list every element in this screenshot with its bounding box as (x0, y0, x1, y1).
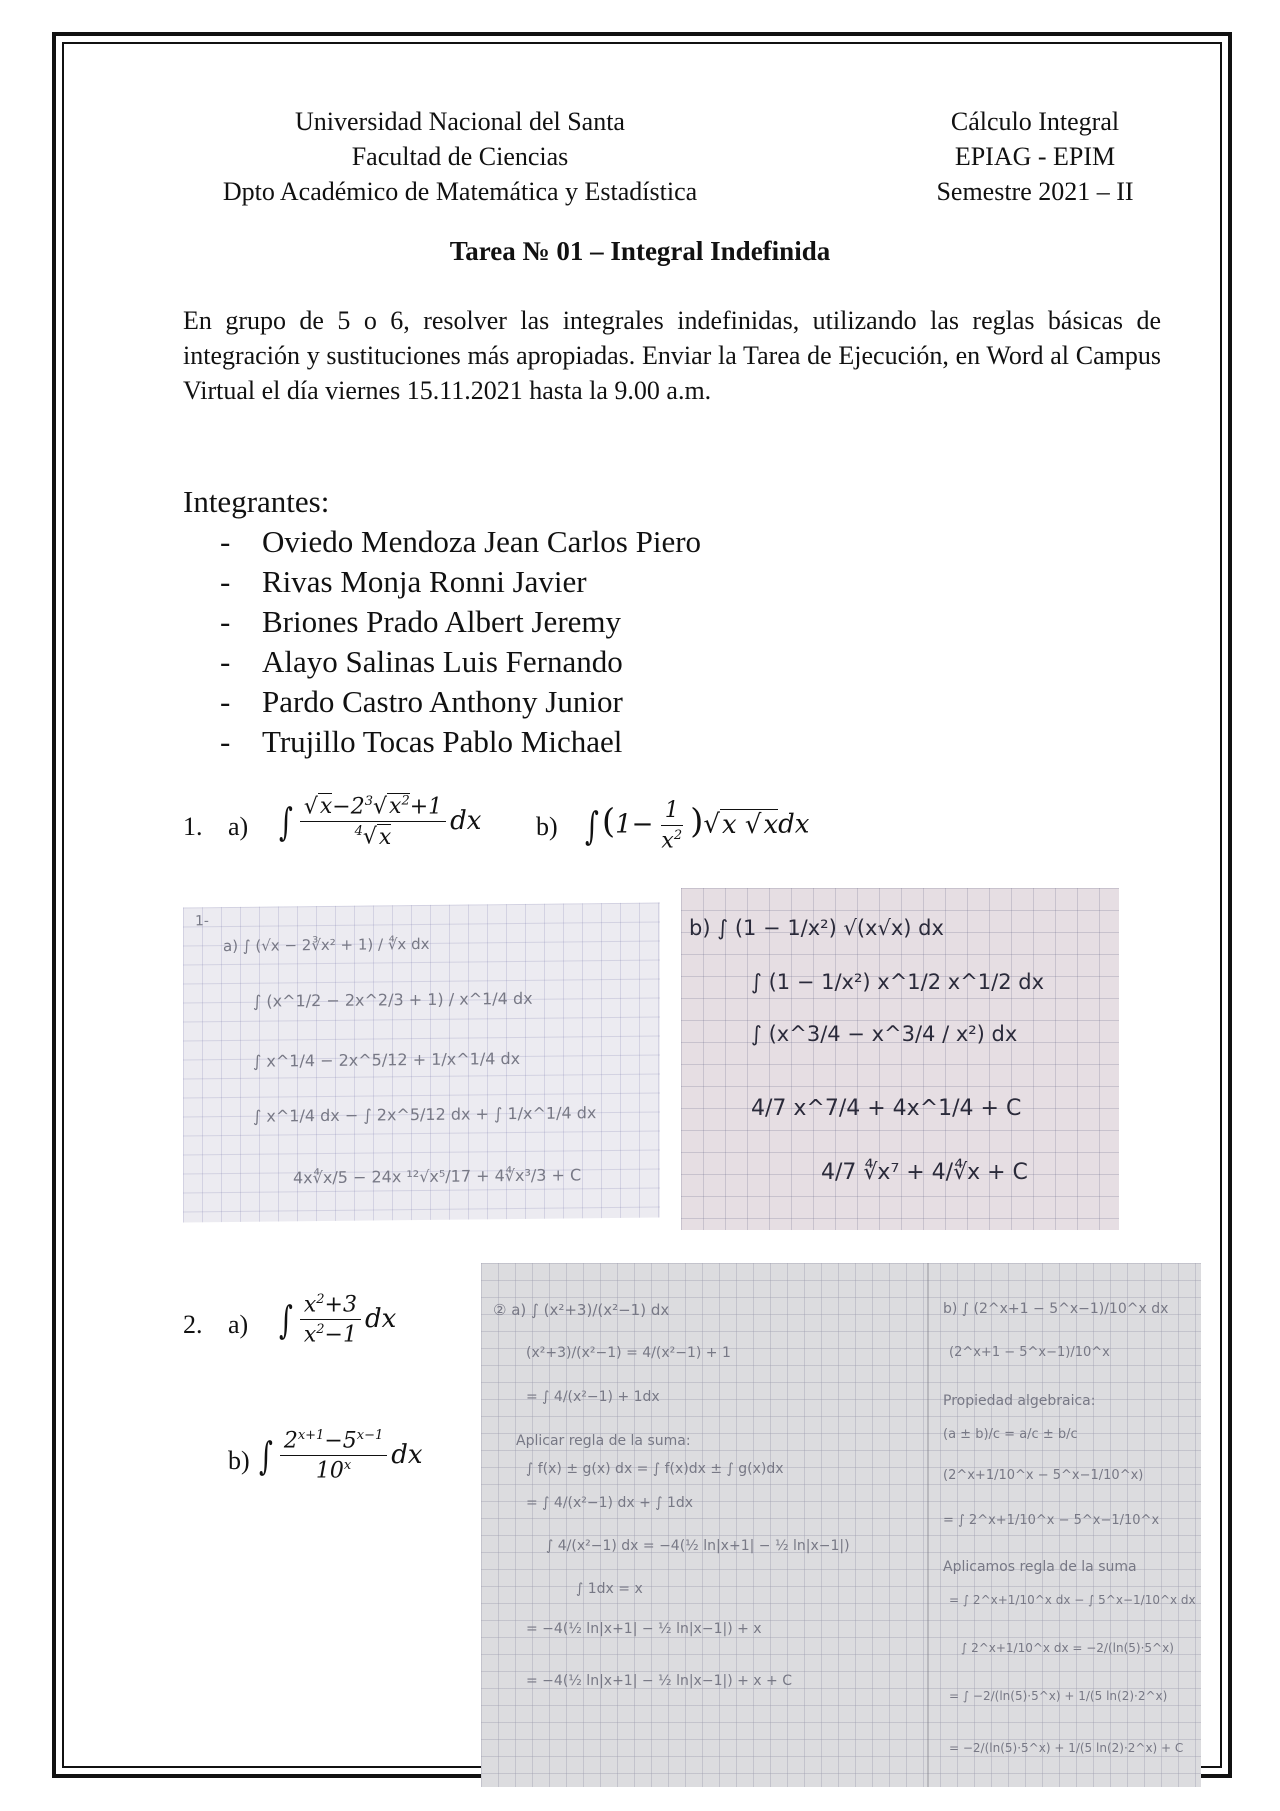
course-name: Cálculo Integral (950, 107, 1120, 136)
assignment-title: Tarea № 01 – Integral Indefinida (449, 236, 831, 266)
problem-1b-formula: ∫(1− $\frac{1}{x^2}$ )√x √xdx (584, 798, 810, 854)
problem-2a-formula: ∫ $\frac{x^2+3}{x^2-1}$ dx (278, 1292, 397, 1348)
members-list (220, 522, 701, 762)
handwritten-solution-2-photo: ② a) ∫ (x²+3)/(x²−1) dx (x²+3)/(x²−1) = 4/(x²−1) + 1 = ∫ 4/(x²−1) + 1dx Aplicar regla de la suma: ∫ f(x) ± g(x) dx = ∫ f(x)dx ± ∫ g(x)dx = ∫ 4/(x²−1) dx + ∫ 1dx ∫ 4/(x²−1) dx = −4(½ ln|x+1| − ½ ln|x−1|) ∫ 1dx = x = −4(½ ln|x+1| − ½ ln|x−1|) + x = −4(½ ln|x+1| − ½ ln|x−1|) + x + C b) ∫ (2^x+1 − 5^x−1)/10^x dx (2^x+1 − 5^x−1)/10^x Propiedad algebraica: (a ± b)/c = a/c ± b/c (2^x+1/10^x − 5^x−1/10^x) = ∫ 2^x+1/10^x − 5^x−1/10^x Aplicamos regla de la suma = ∫ 2^x+1/10^x dx − ∫ 5^x−1/10^x dx ∫ 2^x+1/10^x dx = −2/(ln(5)·5^x) = ∫ −2/(ln(5)·5^x) + 1/(5 ln(2)·2^x) = −2/(ln(5)·5^x) + 1/(5 ln(2)·2^x) + C (481, 1263, 1201, 1787)
institution-block (180, 104, 740, 209)
member-item: - Oviedo Mendoza Jean Carlos Piero (220, 524, 702, 559)
problem-1a-formula: ∫ $\frac{√x-2^3√x^2+1}{^4√x}$ dx (278, 794, 482, 850)
member-item: - Briones Prado Albert Jeremy (220, 604, 622, 639)
faculty-name: Facultad de Ciencias (351, 142, 569, 171)
member-item: - Alayo Salinas Luis Fernando (220, 644, 623, 679)
member-item: - Trujillo Tocas Pablo Michael (220, 724, 623, 759)
problem-2a-label: a) (228, 1310, 249, 1339)
instructions: En grupo de 5 o 6, resolver las integrales indefinidas, utilizando las reglas básicas de integración y sustituciones más apropiadas. Enviar la Tarea de Ejecución, en Word al Campus Virtual el día viernes 15.11.2021 hasta la 9.00 a.m. (183, 306, 1161, 405)
handwritten-solution-1a-photo: 1- a) ∫ (√x − 2∛x² + 1) / ∜x dx ∫ (x^1/2 − 2x^2/3 + 1) / x^1/4 dx ∫ x^1/4 − 2x^5/12 + 1/x^1/4 dx ∫ x^1/4 dx − ∫ 2x^5/12 dx + ∫ 1/x^1/4 dx 4x∜x/5 − 24x ¹²√x⁵/17 + 4∜x³/3 + C (183, 903, 660, 1223)
handwritten-solution-1b-photo: b) ∫ (1 − 1/x²) √(x√x) dx ∫ (1 − 1/x²) x^1/2 x^1/2 dx ∫ (x^3/4 − x^3/4 / x²) dx 4/7 x^7/4 + 4x^1/4 + C 4/7 ∜x⁷ + 4/∜x + C (681, 888, 1119, 1230)
program-name: EPIAG - EPIM (954, 142, 1116, 171)
notebook-fold (927, 1263, 929, 1787)
problem-2b-formula: ∫ $\frac{2^{x+1}-5^{x-1}}{10^x}$ dx (258, 1428, 423, 1484)
university-name: Universidad Nacional del Santa (295, 107, 625, 136)
problem-1a-label: a) (228, 812, 249, 841)
member-item: - Rivas Monja Ronni Javier (220, 564, 587, 599)
semester: Semestre 2021 – II (936, 177, 1134, 206)
course-block (920, 104, 1150, 209)
members-heading: Integrantes: (183, 484, 330, 519)
problem-1b-label: b) (536, 812, 558, 841)
member-item: - Pardo Castro Anthony Junior (220, 684, 623, 719)
problem-1-number: 1. (183, 812, 203, 841)
problem-2b-label: b) (228, 1446, 250, 1475)
problem-2-number: 2. (183, 1310, 203, 1339)
department-name: Dpto Académico de Matemática y Estadística (222, 177, 698, 206)
